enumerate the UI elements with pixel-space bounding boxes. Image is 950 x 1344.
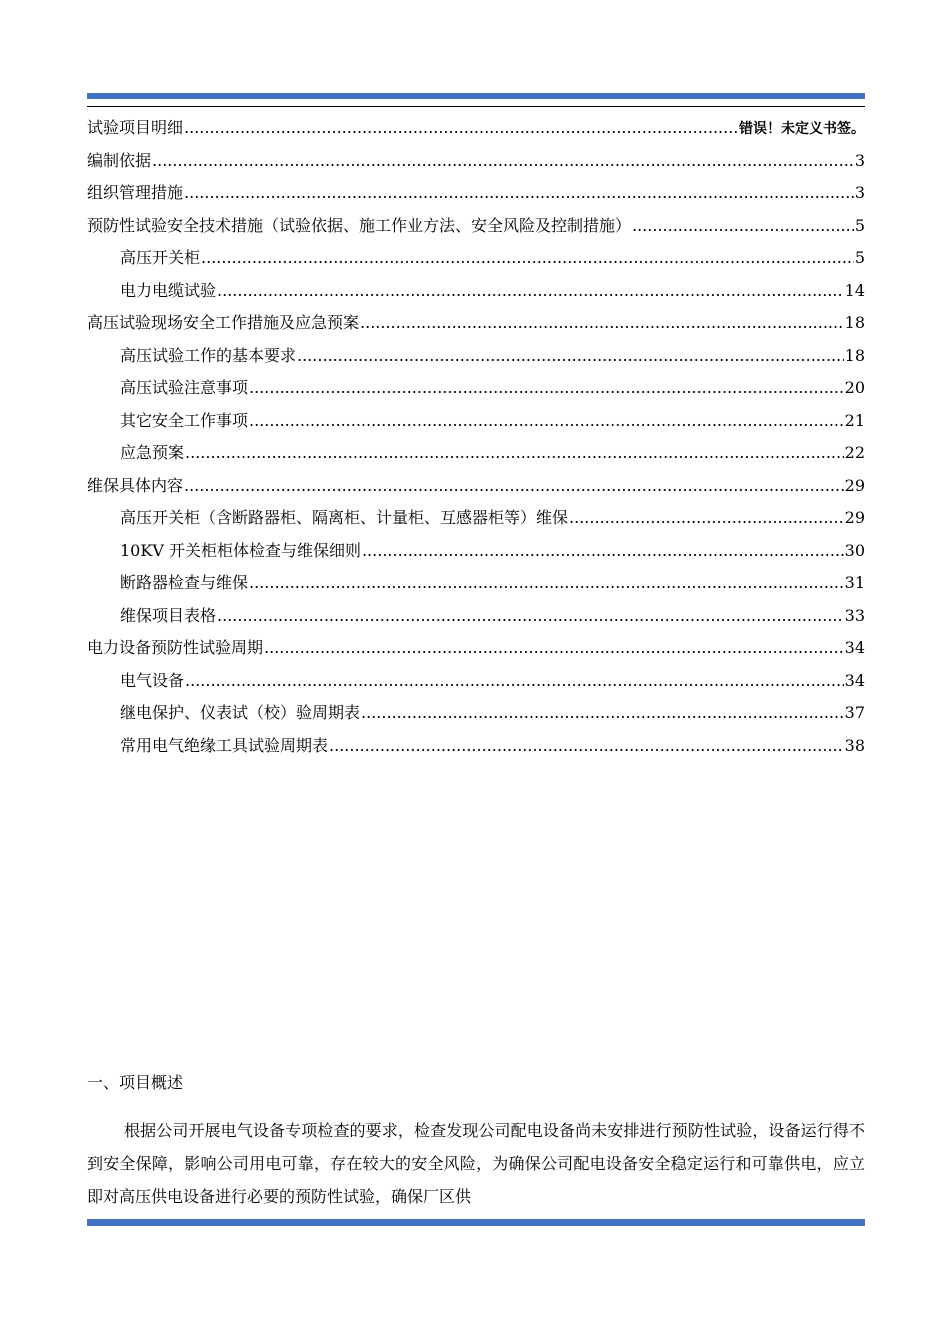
toc-entry-label: 维保具体内容 bbox=[87, 475, 184, 495]
toc-entry-label: 试验项目明细 bbox=[87, 118, 184, 137]
toc-entry-page-number: 3 bbox=[854, 150, 865, 170]
toc-entry-label: 高压试验注意事项 bbox=[120, 378, 249, 397]
toc-entry[interactable] bbox=[87, 210, 865, 243]
toc-entry[interactable] bbox=[87, 567, 865, 600]
toc-entry-page-number: 29 bbox=[844, 508, 865, 527]
toc-entry-label: 其它安全工作事项 bbox=[120, 410, 249, 430]
toc-entry[interactable] bbox=[87, 600, 865, 633]
section-paragraph: 根据公司开展电气设备专项检查的要求，检查发现公司配电设备尚未安排进行预防性试验，设备运行得不到安全保障，影响公司用电可靠，存在较大的安全风险，为确保公司配电设备安全稳定运行和可靠供电，应立即对高压供电设备进行必要的预防性试验，确保厂区供 bbox=[87, 1121, 865, 1206]
toc-entry[interactable] bbox=[87, 730, 865, 763]
toc-entry-page-number: 21 bbox=[844, 410, 865, 430]
toc-entry[interactable] bbox=[87, 307, 865, 340]
toc-dot-leader bbox=[249, 405, 844, 438]
toc-entry[interactable] bbox=[87, 502, 865, 535]
toc-entry-label: 维保项目表格 bbox=[120, 605, 217, 625]
toc-dot-leader bbox=[201, 242, 854, 275]
table-of-contents bbox=[87, 112, 865, 762]
toc-dot-leader bbox=[329, 730, 844, 763]
toc-dot-leader bbox=[184, 470, 844, 503]
toc-entry[interactable] bbox=[87, 340, 865, 373]
toc-entry-page-number: 33 bbox=[844, 605, 865, 625]
toc-entry[interactable] bbox=[87, 145, 865, 178]
header-accent-bar bbox=[87, 93, 865, 99]
toc-entry-page-number: 20 bbox=[844, 378, 865, 397]
toc-entry[interactable] bbox=[87, 470, 865, 503]
toc-entry[interactable] bbox=[87, 697, 865, 730]
toc-entry-page-number: 18 bbox=[844, 313, 865, 332]
toc-dot-leader bbox=[297, 340, 844, 373]
toc-entry-page-number: 30 bbox=[844, 540, 865, 560]
toc-entry-label: 电气设备 bbox=[120, 670, 185, 690]
footer-accent-bar bbox=[87, 1219, 865, 1226]
toc-dot-leader bbox=[249, 567, 844, 600]
toc-dot-leader bbox=[264, 632, 844, 665]
toc-entry[interactable] bbox=[87, 242, 865, 275]
toc-entry-page-number: 错误！未定义书签。 bbox=[739, 121, 865, 137]
toc-entry[interactable] bbox=[87, 437, 865, 470]
toc-dot-leader bbox=[185, 437, 844, 470]
toc-entry-label: 继电保护、仪表试（校）验周期表 bbox=[120, 703, 361, 722]
toc-entry[interactable] bbox=[87, 112, 865, 145]
toc-entry-label: 常用电气绝缘工具试验周期表 bbox=[120, 735, 329, 755]
toc-entry-label: 电力设备预防性试验周期 bbox=[87, 638, 264, 657]
section-heading: 一、项目概述 bbox=[87, 1073, 184, 1092]
toc-entry-page-number: 14 bbox=[844, 280, 865, 300]
toc-entry-label: 10KV 开关柜柜体检查与维保细则 bbox=[120, 540, 361, 560]
toc-entry[interactable] bbox=[87, 405, 865, 438]
toc-entry[interactable] bbox=[87, 665, 865, 698]
toc-dot-leader bbox=[217, 275, 844, 308]
toc-entry-page-number: 3 bbox=[854, 183, 865, 202]
toc-dot-leader bbox=[184, 177, 854, 210]
toc-entry-page-number: 34 bbox=[844, 670, 865, 690]
toc-dot-leader bbox=[361, 697, 844, 730]
toc-dot-leader bbox=[185, 665, 844, 698]
header-rule bbox=[87, 106, 865, 107]
toc-entry-page-number: 37 bbox=[844, 703, 865, 722]
toc-entry[interactable] bbox=[87, 275, 865, 308]
toc-entry[interactable] bbox=[87, 632, 865, 665]
toc-entry-page-number: 29 bbox=[844, 475, 865, 495]
toc-entry-page-number: 31 bbox=[844, 573, 865, 592]
toc-entry-label: 电力电缆试验 bbox=[120, 280, 217, 300]
toc-dot-leader bbox=[217, 600, 844, 633]
toc-entry-page-number: 18 bbox=[844, 345, 865, 365]
toc-entry-label: 高压开关柜（含断路器柜、隔离柜、计量柜、互感器柜等）维保 bbox=[120, 508, 569, 527]
toc-entry-label: 高压试验现场安全工作措施及应急预案 bbox=[87, 313, 360, 332]
toc-entry-label: 应急预案 bbox=[120, 443, 185, 462]
toc-entry-label: 组织管理措施 bbox=[87, 183, 184, 202]
toc-entry-label: 预防性试验安全技术措施（试验依据、施工作业方法、安全风险及控制措施） bbox=[87, 215, 632, 235]
toc-dot-leader bbox=[632, 210, 854, 243]
toc-entry-page-number: 38 bbox=[844, 735, 865, 755]
toc-entry-label: 高压试验工作的基本要求 bbox=[120, 345, 297, 365]
toc-dot-leader bbox=[152, 145, 854, 178]
toc-dot-leader bbox=[184, 112, 738, 145]
toc-entry-page-number: 34 bbox=[844, 638, 865, 657]
toc-dot-leader bbox=[362, 535, 844, 568]
toc-entry-label: 高压开关柜 bbox=[120, 248, 201, 267]
toc-entry-page-number: 22 bbox=[844, 443, 865, 462]
toc-dot-leader bbox=[569, 502, 844, 535]
toc-dot-leader bbox=[249, 372, 844, 405]
toc-entry[interactable] bbox=[87, 535, 865, 568]
toc-entry-page-number: 5 bbox=[854, 248, 865, 267]
toc-entry[interactable] bbox=[87, 372, 865, 405]
toc-entry-label: 断路器检查与维保 bbox=[120, 573, 249, 592]
toc-entry-label: 编制依据 bbox=[87, 150, 152, 170]
toc-entry-page-number: 5 bbox=[854, 215, 865, 235]
toc-entry[interactable] bbox=[87, 177, 865, 210]
toc-dot-leader bbox=[360, 307, 844, 340]
